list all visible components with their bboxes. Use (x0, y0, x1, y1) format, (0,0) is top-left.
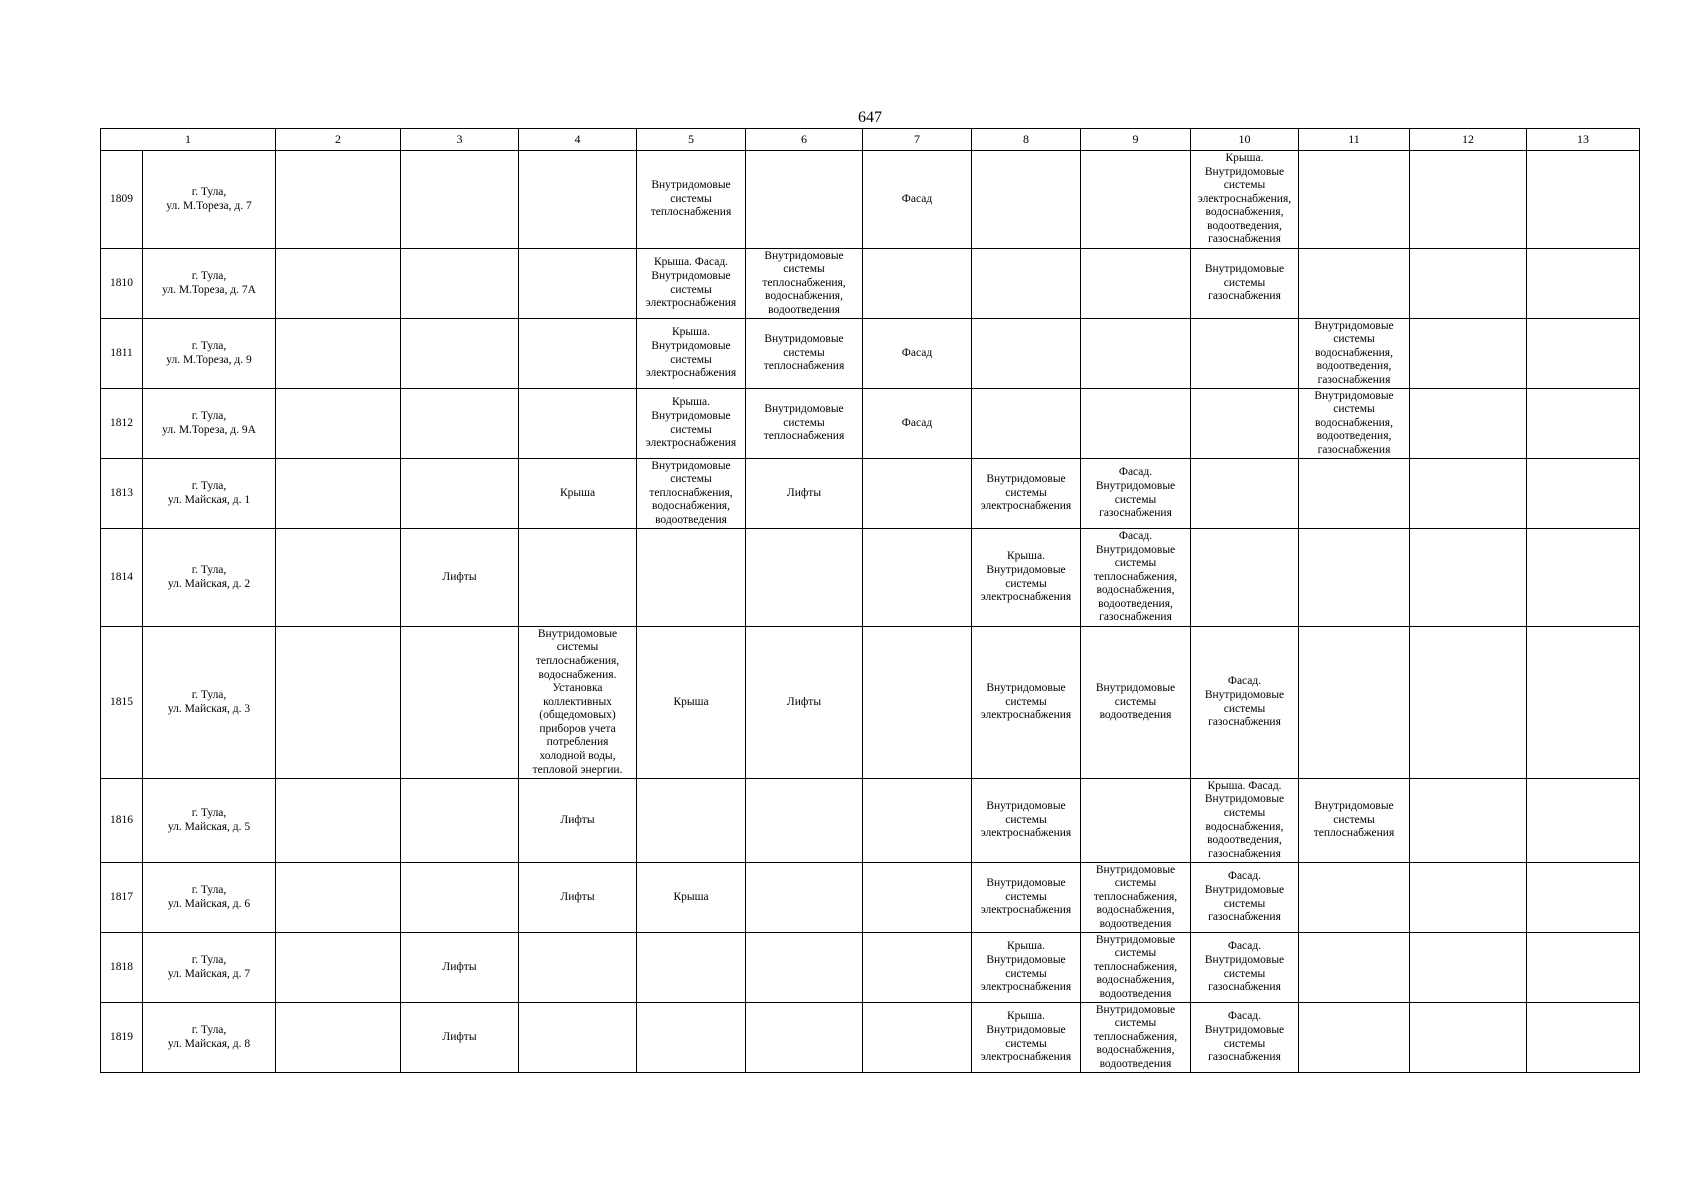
cell-col-13 (1527, 389, 1640, 459)
cell-col-8 (972, 151, 1081, 249)
table-row (101, 459, 1640, 529)
cell-col-5: Внутридомовые системы теплоснабжения (637, 151, 746, 249)
cell-col-2 (276, 389, 401, 459)
cell-col-10 (1191, 389, 1299, 459)
cell-col-7 (863, 779, 972, 863)
cell-col-12 (1410, 1003, 1527, 1073)
cell-col-3 (401, 779, 519, 863)
cell-col-8: Внутридомовые системы электроснабжения (972, 779, 1081, 863)
cell-col-4: Крыша (519, 459, 637, 529)
cell-col-9 (1081, 249, 1191, 319)
cell-col-5: Крыша. Внутридомовые системы электроснабжения (637, 319, 746, 389)
cell-col-2 (276, 151, 401, 249)
page-number: 647 (858, 109, 882, 126)
table-row (101, 529, 1640, 627)
cell-col-12 (1410, 151, 1527, 249)
cell-col-5 (637, 1003, 746, 1073)
cell-col-11 (1299, 459, 1410, 529)
column-header-12: 12 (1410, 129, 1527, 151)
address-cell: г. Тула, ул. Майская, д. 5 (143, 779, 276, 863)
cell-col-13 (1527, 779, 1640, 863)
cell-col-6: Лифты (746, 627, 863, 779)
table-row (101, 627, 1640, 779)
address-cell: г. Тула, ул. М.Тореза, д. 7А (143, 249, 276, 319)
cell-col-6 (746, 863, 863, 933)
column-header-9: 9 (1081, 129, 1191, 151)
row-number-cell: 1816 (101, 779, 143, 863)
cell-col-5 (637, 779, 746, 863)
cell-col-8 (972, 319, 1081, 389)
cell-col-9: Внутридомовые системы теплоснабжения, водоснабжения, водоотведения (1081, 933, 1191, 1003)
cell-col-13 (1527, 627, 1640, 779)
cell-col-10: Крыша. Фасад. Внутридомовые системы водоснабжения, водоотведения, газоснабжения (1191, 779, 1299, 863)
cell-col-7 (863, 863, 972, 933)
cell-col-12 (1410, 459, 1527, 529)
cell-col-7: Фасад (863, 319, 972, 389)
cell-col-6 (746, 933, 863, 1003)
cell-col-9 (1081, 779, 1191, 863)
cell-col-10 (1191, 529, 1299, 627)
cell-col-5 (637, 933, 746, 1003)
cell-col-2 (276, 1003, 401, 1073)
column-number-row (101, 129, 1640, 151)
cell-col-9 (1081, 389, 1191, 459)
cell-col-5: Крыша. Внутридомовые системы электроснабжения (637, 389, 746, 459)
column-header-11: 11 (1299, 129, 1410, 151)
cell-col-11: Внутридомовые системы водоснабжения, водоотведения, газоснабжения (1299, 319, 1410, 389)
table-row (101, 1003, 1640, 1073)
row-number-cell: 1815 (101, 627, 143, 779)
cell-col-10: Внутридомовые системы газоснабжения (1191, 249, 1299, 319)
row-number-cell: 1817 (101, 863, 143, 933)
cell-col-13 (1527, 459, 1640, 529)
cell-col-2 (276, 459, 401, 529)
column-header-4: 4 (519, 129, 637, 151)
cell-col-4 (519, 529, 637, 627)
address-cell: г. Тула, ул. Майская, д. 3 (143, 627, 276, 779)
cell-col-8: Внутридомовые системы электроснабжения (972, 627, 1081, 779)
cell-col-8 (972, 249, 1081, 319)
cell-col-12 (1410, 627, 1527, 779)
column-header-3: 3 (401, 129, 519, 151)
cell-col-13 (1527, 151, 1640, 249)
cell-col-9: Внутридомовые системы водоотведения (1081, 627, 1191, 779)
cell-col-10: Фасад. Внутридомовые системы газоснабжения (1191, 933, 1299, 1003)
cell-col-7 (863, 249, 972, 319)
cell-col-4: Лифты (519, 863, 637, 933)
cell-col-2 (276, 249, 401, 319)
cell-col-9 (1081, 319, 1191, 389)
cell-col-6 (746, 151, 863, 249)
cell-col-3 (401, 459, 519, 529)
address-cell: г. Тула, ул. М.Тореза, д. 9 (143, 319, 276, 389)
row-number-cell: 1818 (101, 933, 143, 1003)
cell-col-11: Внутридомовые системы водоснабжения, водоотведения, газоснабжения (1299, 389, 1410, 459)
row-number-cell: 1809 (101, 151, 143, 249)
cell-col-12 (1410, 389, 1527, 459)
cell-col-3: Лифты (401, 1003, 519, 1073)
column-header-8: 8 (972, 129, 1081, 151)
cell-col-12 (1410, 529, 1527, 627)
column-header-5: 5 (637, 129, 746, 151)
cell-col-13 (1527, 249, 1640, 319)
cell-col-4 (519, 389, 637, 459)
cell-col-6 (746, 529, 863, 627)
cell-col-3 (401, 151, 519, 249)
cell-col-5: Крыша. Фасад. Внутридомовые системы электроснабжения (637, 249, 746, 319)
cell-col-10 (1191, 459, 1299, 529)
cell-col-3 (401, 627, 519, 779)
cell-col-8 (972, 389, 1081, 459)
column-header-7: 7 (863, 129, 972, 151)
cell-col-3 (401, 863, 519, 933)
cell-col-7: Фасад (863, 389, 972, 459)
address-cell: г. Тула, ул. Майская, д. 6 (143, 863, 276, 933)
table-row (101, 389, 1640, 459)
row-number-cell: 1819 (101, 1003, 143, 1073)
cell-col-9: Фасад. Внутридомовые системы теплоснабжения, водоснабжения, водоотведения, газоснабжения (1081, 529, 1191, 627)
cell-col-3 (401, 249, 519, 319)
cell-col-5: Крыша (637, 627, 746, 779)
cell-col-7 (863, 1003, 972, 1073)
cell-col-7 (863, 529, 972, 627)
cell-col-11 (1299, 627, 1410, 779)
address-cell: г. Тула, ул. М.Тореза, д. 9А (143, 389, 276, 459)
cell-col-3: Лифты (401, 933, 519, 1003)
cell-col-3 (401, 319, 519, 389)
cell-col-13 (1527, 1003, 1640, 1073)
cell-col-4 (519, 1003, 637, 1073)
address-cell: г. Тула, ул. Майская, д. 8 (143, 1003, 276, 1073)
cell-col-8: Крыша. Внутридомовые системы электроснабжения (972, 1003, 1081, 1073)
table-row (101, 151, 1640, 249)
cell-col-8: Крыша. Внутридомовые системы электроснабжения (972, 529, 1081, 627)
cell-col-2 (276, 627, 401, 779)
cell-col-5: Крыша (637, 863, 746, 933)
cell-col-12 (1410, 319, 1527, 389)
cell-col-13 (1527, 529, 1640, 627)
cell-col-11 (1299, 151, 1410, 249)
column-header-10: 10 (1191, 129, 1299, 151)
cell-col-10: Крыша. Внутридомовые системы электроснабжения, водоснабжения, водоотведения, газоснабжения (1191, 151, 1299, 249)
row-number-cell: 1811 (101, 319, 143, 389)
table-body (101, 151, 1640, 1073)
cell-col-12 (1410, 249, 1527, 319)
cell-col-4 (519, 933, 637, 1003)
cell-col-13 (1527, 863, 1640, 933)
cell-col-9: Внутридомовые системы теплоснабжения, водоснабжения, водоотведения (1081, 1003, 1191, 1073)
cell-col-12 (1410, 863, 1527, 933)
cell-col-12 (1410, 933, 1527, 1003)
cell-col-8: Крыша. Внутридомовые системы электроснабжения (972, 933, 1081, 1003)
cell-col-6: Внутридомовые системы теплоснабжения, водоснабжения, водоотведения (746, 249, 863, 319)
cell-col-2 (276, 933, 401, 1003)
cell-col-4: Лифты (519, 779, 637, 863)
cell-col-5: Внутридомовые системы теплоснабжения, водоснабжения, водоотведения (637, 459, 746, 529)
cell-col-3 (401, 389, 519, 459)
cell-col-7 (863, 933, 972, 1003)
column-header-13: 13 (1527, 129, 1640, 151)
cell-col-10: Фасад. Внутридомовые системы газоснабжения (1191, 627, 1299, 779)
cell-col-4 (519, 249, 637, 319)
cell-col-8: Внутридомовые системы электроснабжения (972, 863, 1081, 933)
cell-col-11 (1299, 529, 1410, 627)
table-row (101, 779, 1640, 863)
schedule-table (100, 128, 1640, 1073)
cell-col-7 (863, 627, 972, 779)
cell-col-9 (1081, 151, 1191, 249)
cell-col-4 (519, 151, 637, 249)
cell-col-2 (276, 779, 401, 863)
cell-col-13 (1527, 933, 1640, 1003)
cell-col-6: Внутридомовые системы теплоснабжения (746, 389, 863, 459)
cell-col-2 (276, 319, 401, 389)
cell-col-7 (863, 459, 972, 529)
cell-col-5 (637, 529, 746, 627)
cell-col-10: Фасад. Внутридомовые системы газоснабжения (1191, 1003, 1299, 1073)
table-row (101, 933, 1640, 1003)
row-number-cell: 1814 (101, 529, 143, 627)
cell-col-10 (1191, 319, 1299, 389)
cell-col-2 (276, 529, 401, 627)
cell-col-11: Внутридомовые системы теплоснабжения (1299, 779, 1410, 863)
column-header-2: 2 (276, 129, 401, 151)
address-cell: г. Тула, ул. Майская, д. 2 (143, 529, 276, 627)
row-number-cell: 1812 (101, 389, 143, 459)
cell-col-4: Внутридомовые системы теплоснабжения, водоснабжения. Установка коллективных (общедомовых) приборов учета потребления холодной воды, тепловой энергии. (519, 627, 637, 779)
table-row (101, 863, 1640, 933)
cell-col-9: Фасад. Внутридомовые системы газоснабжения (1081, 459, 1191, 529)
cell-col-11 (1299, 249, 1410, 319)
address-cell: г. Тула, ул. М.Тореза, д. 7 (143, 151, 276, 249)
cell-col-9: Внутридомовые системы теплоснабжения, водоснабжения, водоотведения (1081, 863, 1191, 933)
cell-col-6 (746, 1003, 863, 1073)
cell-col-6 (746, 779, 863, 863)
address-cell: г. Тула, ул. Майская, д. 1 (143, 459, 276, 529)
cell-col-13 (1527, 319, 1640, 389)
cell-col-4 (519, 319, 637, 389)
column-header-1: 1 (101, 129, 276, 151)
cell-col-3: Лифты (401, 529, 519, 627)
row-number-cell: 1810 (101, 249, 143, 319)
cell-col-7: Фасад (863, 151, 972, 249)
cell-col-10: Фасад. Внутридомовые системы газоснабжения (1191, 863, 1299, 933)
column-header-6: 6 (746, 129, 863, 151)
cell-col-12 (1410, 779, 1527, 863)
table-row (101, 249, 1640, 319)
cell-col-6: Лифты (746, 459, 863, 529)
cell-col-6: Внутридомовые системы теплоснабжения (746, 319, 863, 389)
address-cell: г. Тула, ул. Майская, д. 7 (143, 933, 276, 1003)
table-row (101, 319, 1640, 389)
cell-col-2 (276, 863, 401, 933)
cell-col-11 (1299, 1003, 1410, 1073)
cell-col-11 (1299, 863, 1410, 933)
cell-col-11 (1299, 933, 1410, 1003)
row-number-cell: 1813 (101, 459, 143, 529)
cell-col-8: Внутридомовые системы электроснабжения (972, 459, 1081, 529)
